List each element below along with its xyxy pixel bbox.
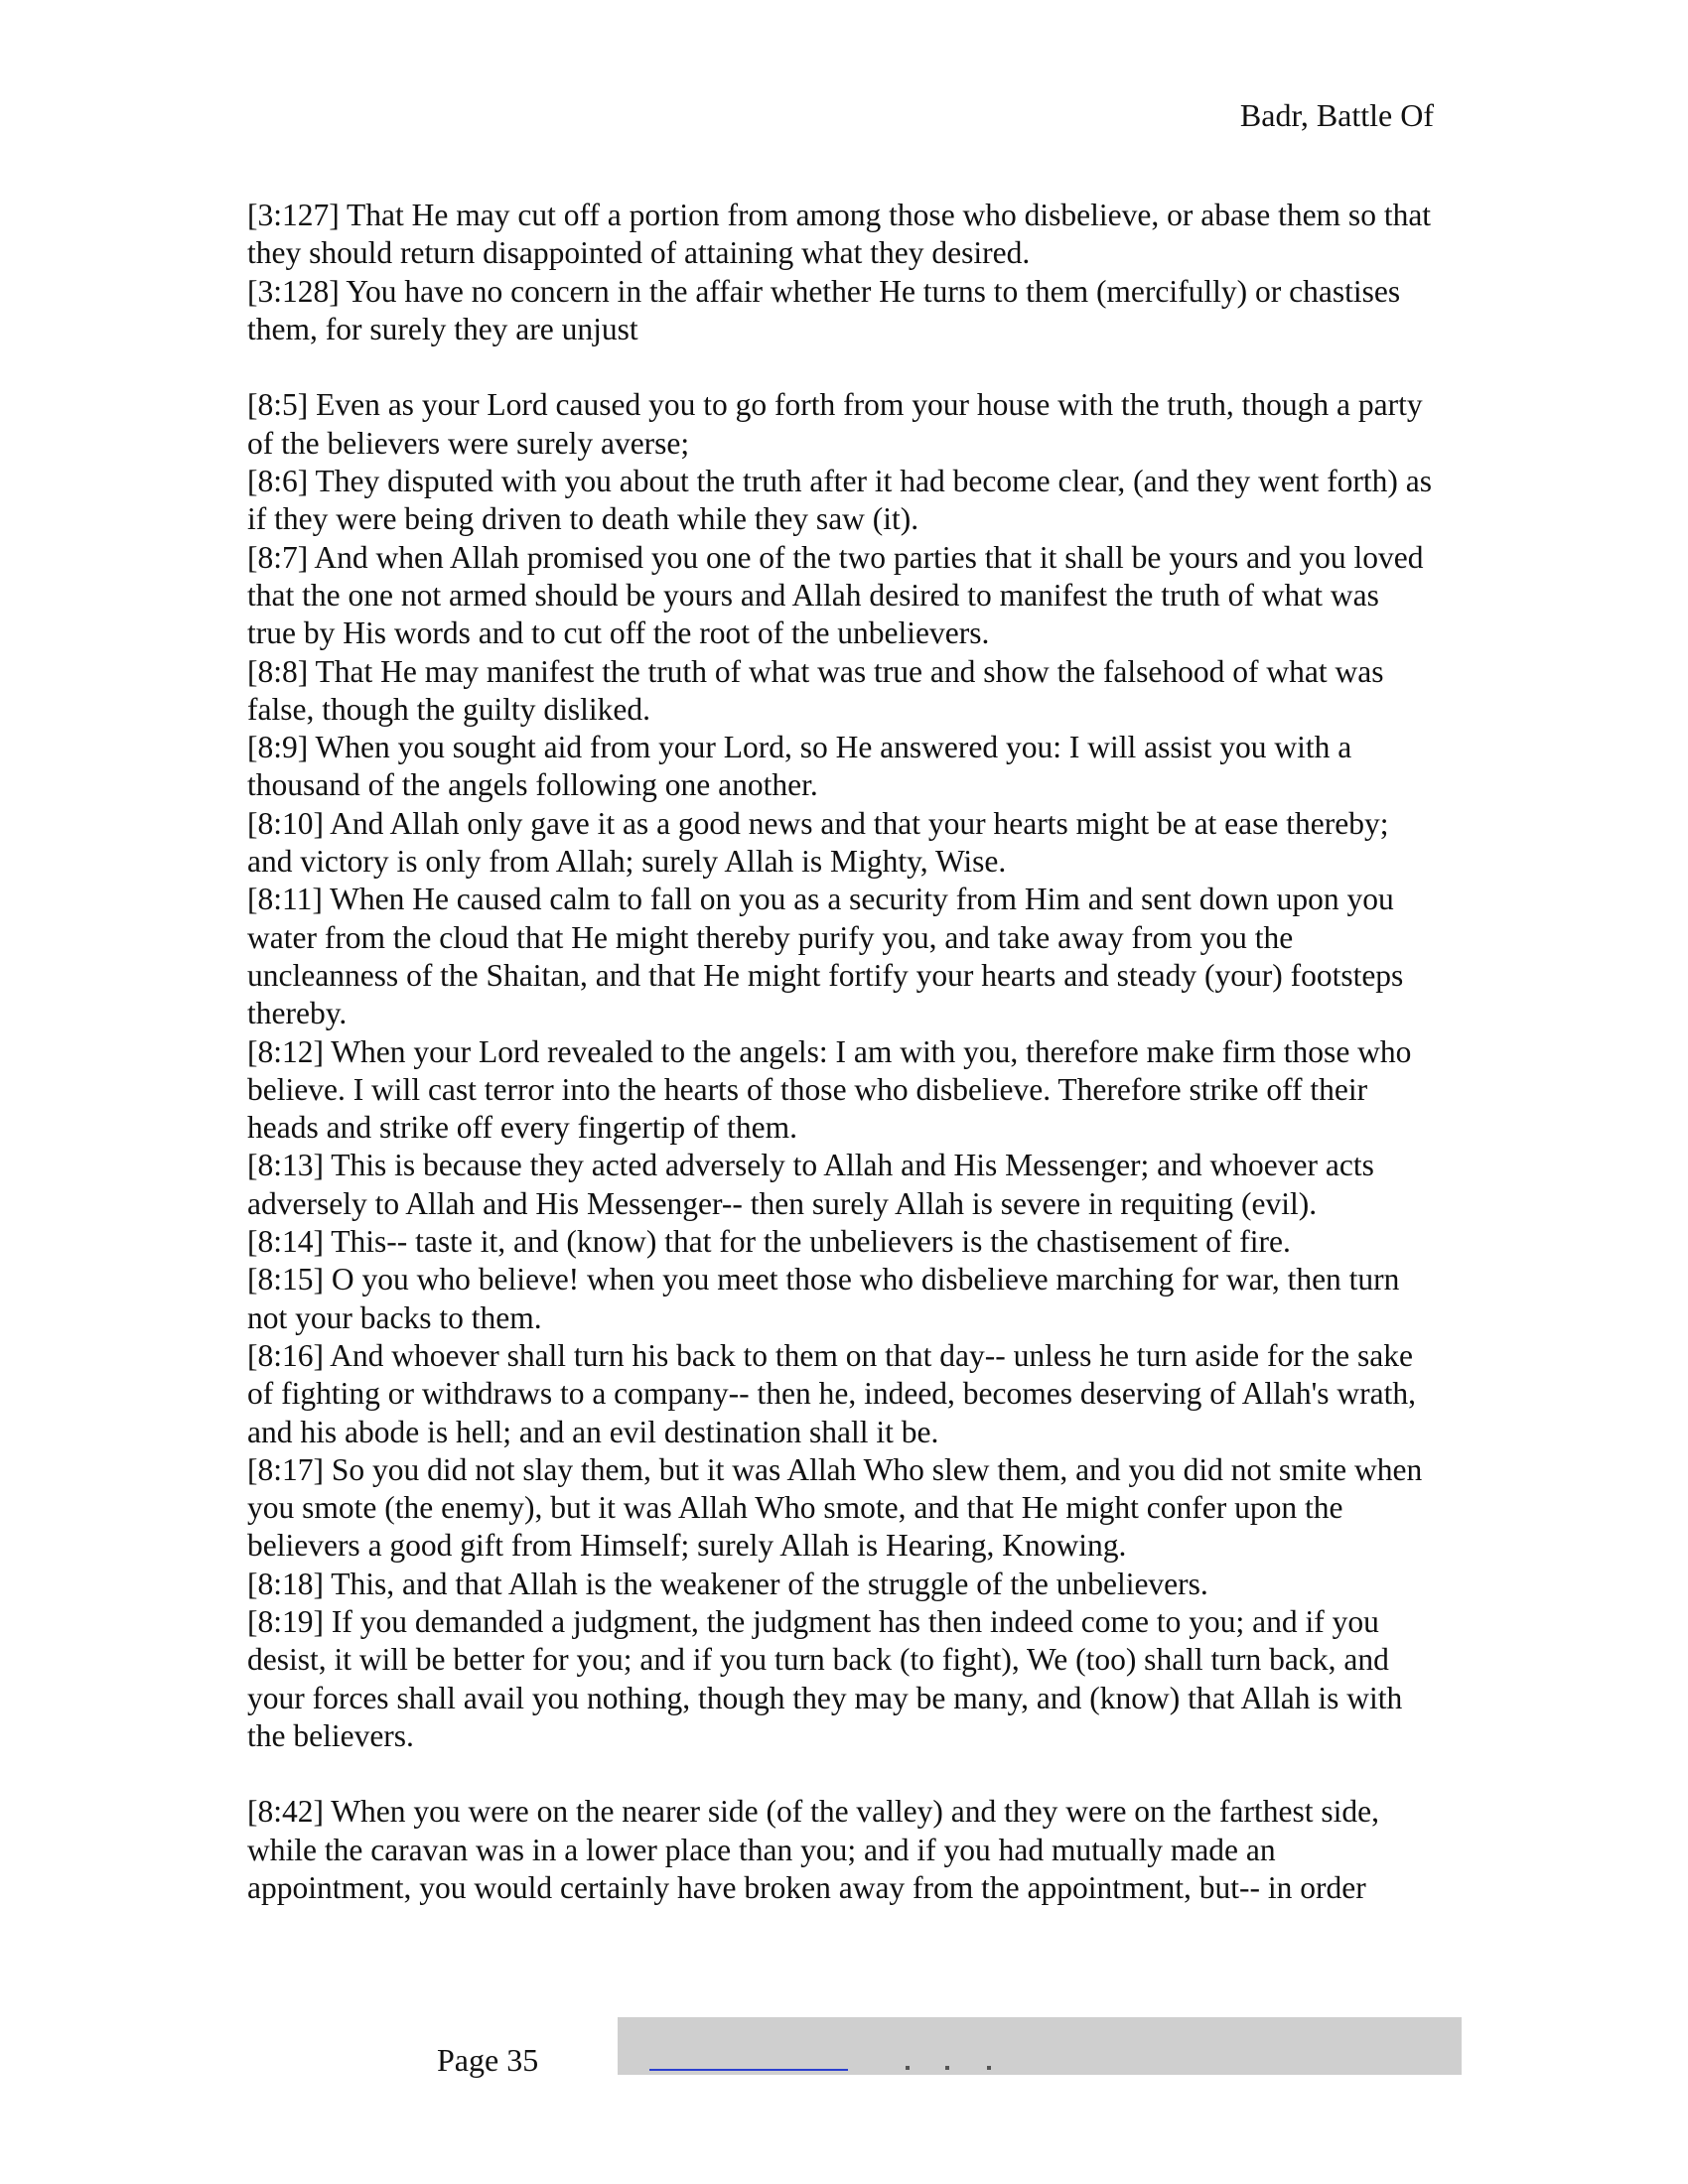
verse-3-127: [3:127] That He may cut off a portion from among those who disbelieve, or abase them so that they should return disappointed of attaining what they desired. [247, 198, 1432, 271]
verse-8-8: [8:8] That He may manifest the truth of what was true and show the falsehood of what was false, though the guilty disliked. [247, 653, 1384, 727]
verse-8-6: [8:6] They disputed with you about the truth after it had become clear, (and they went forth) as if they were being driven to death while they saw (it). [247, 464, 1433, 537]
footer-dot [987, 2066, 991, 2070]
document-body [247, 197, 1434, 1907]
verse-8-12: [8:12] When your Lord revealed to the angels: I am with you, therefore make firm those who believe. I will cast terror into the hearts of those who disbelieve. Therefore strike off their heads and strike off every fingertip of them. [247, 1033, 1412, 1146]
verse-8-5: [8:5] Even as your Lord caused you to go forth from your house with the truth, though a party of the believers were surely averse; [247, 387, 1423, 461]
verse-8-14: [8:14] This-- taste it, and (know) that for the unbelievers is the chastisement of fire. [247, 1224, 1291, 1260]
verse-8-18: [8:18] This, and that Allah is the weakener of the struggle of the unbelievers. [247, 1566, 1208, 1601]
page-number: Page 35 [437, 2042, 539, 2078]
verse-8-13: [8:13] This is because they acted adversely to Allah and His Messenger; and whoever acts adversely to Allah and His Messenger-- then surely Allah is severe in requiting (evil). [247, 1148, 1374, 1221]
footer-dots [906, 2066, 995, 2070]
running-header: Badr, Battle Of [1239, 97, 1434, 133]
verse-group-surah-8-b [247, 1793, 1434, 1907]
verse-8-42: [8:42] When you were on the nearer side (of the valley) and they were on the farthest side, while the caravan was in a lower place than you; and if you had mutually made an appointment, you would certainly have broken away from the appointment, but-- in order [247, 1794, 1379, 1906]
verse-8-15: [8:15] O you who believe! when you meet those who disbelieve marching for war, then turn not your backs to them. [247, 1262, 1400, 1335]
verse-8-9: [8:9] When you sought aid from your Lord, so He answered you: I will assist you with a thousand of the angels following one another. [247, 730, 1352, 803]
footer-bar [618, 2017, 1462, 2075]
verse-group-surah-8-a [247, 386, 1434, 1755]
footer-dot [945, 2066, 949, 2070]
verse-8-16: [8:16] And whoever shall turn his back to them on that day-- unless he turn aside for the sake of fighting or withdraws to a company-- then he, indeed, becomes deserving of Allah's wrath, and his abode is hell; and an evil destination shall it be. [247, 1337, 1416, 1449]
footer-dot [906, 2066, 910, 2070]
verse-3-128: [3:128] You have no concern in the affair whether He turns to them (mercifully) or chastises them, for surely they are unjust [247, 273, 1401, 346]
verse-group-surah-3 [247, 197, 1434, 348]
footer-link-underline[interactable] [649, 2069, 848, 2071]
verse-8-10: [8:10] And Allah only gave it as a good news and that your hearts might be at ease thereby; and victory is only from Allah; surely Allah is Mighty, Wise. [247, 805, 1389, 880]
verse-8-7: [8:7] And when Allah promised you one of the two parties that it shall be yours and you loved that the one not armed should be yours and Allah desired to manifest the truth of what was true by His words and to cut off the root of the unbelievers. [247, 539, 1424, 651]
verse-8-11: [8:11] When He caused calm to fall on you as a security from Him and sent down upon you water from the cloud that He might thereby purify you, and take away from you the uncleanness of the Shaitan, and that He might fortify your hearts and steady (your) footsteps thereby. [247, 882, 1404, 1031]
verse-8-19: [8:19] If you demanded a judgment, the judgment has then indeed come to you; and if you desist, it will be better for you; and if you turn back (to fight), We (too) shall turn back, and your forces shall avail you nothing, though they may be many, and (know) that Allah is with the believers. [247, 1603, 1403, 1753]
verse-8-17: [8:17] So you did not slay them, but it was Allah Who slew them, and you did not smite when you smote (the enemy), but it was Allah Who smote, and that He might confer upon the believers a good gift from Himself; surely Allah is Hearing, Knowing. [247, 1451, 1423, 1564]
